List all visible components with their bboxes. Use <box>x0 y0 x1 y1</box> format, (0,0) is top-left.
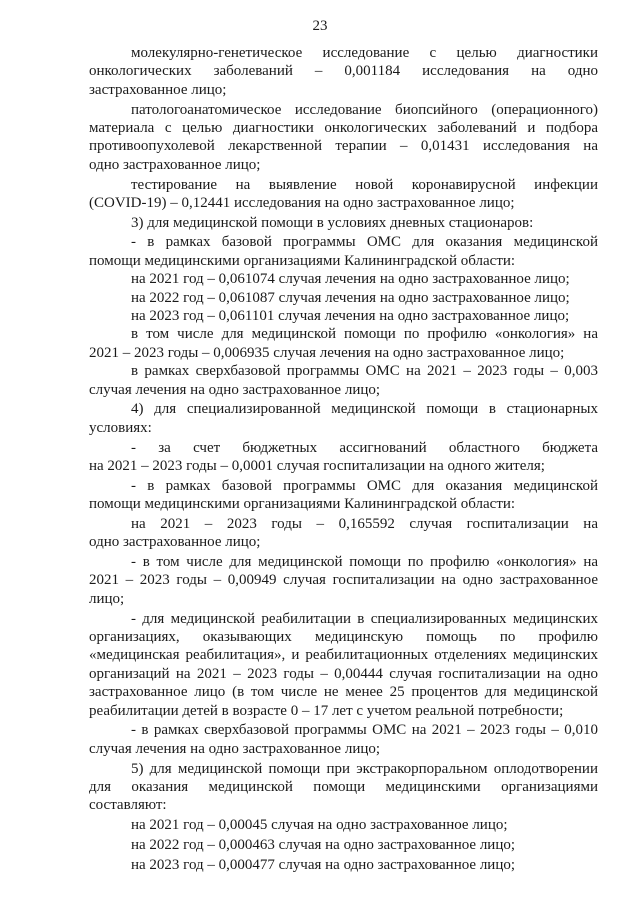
text-line: случая лечения на одно застрахованное лицо; <box>89 740 381 757</box>
text-line: - в рамках базовой программы ОМС для оказания медицинской <box>131 234 598 251</box>
text-line: - за счет бюджетных ассигнований областного бюджета <box>131 439 598 456</box>
text-line: на 2021 – 2023 годы – 0,165592 случая госпитализации на <box>131 515 598 532</box>
text-line: на 2021 – 2023 годы – 0,0001 случая госпитализации на одного жителя; <box>89 457 545 474</box>
text-line: одно застрахованное лицо; <box>89 156 261 173</box>
text-line: помощи медицинскими организациями Калининградской области: <box>89 252 516 269</box>
text-line: на 2021 год – 0,061074 случая лечения на одно застрахованное лицо; <box>131 271 570 288</box>
text-line: застрахованное лицо (в том числе не менее 25 процентов для медицинской <box>89 684 598 701</box>
text-line: - в том числе для медицинской помощи по профилю «онкология» на <box>131 554 598 571</box>
text-line: застрахованное лицо; <box>89 81 227 98</box>
text-line: одно застрахованное лицо; <box>89 534 261 551</box>
text-line: на 2023 год – 0,061101 случая лечения на одно застрахованное лицо; <box>131 308 570 325</box>
text-line: 5) для медицинской помощи при экстракорпоральном оплодотворении <box>131 760 598 777</box>
text-line: в том числе для медицинской помощи по профилю «онкология» на <box>131 326 598 343</box>
text-line: «медицинская реабилитация», и реабилитационных отделениях медицинских <box>89 647 598 664</box>
text-line: помощи медицинскими организациями Калининградской области: <box>89 496 516 513</box>
document-body <box>89 44 598 874</box>
text-line: - в рамках базовой программы ОМС для оказания медицинской <box>131 477 598 494</box>
text-line: в рамках сверхбазовой программы ОМС на 2021 – 2023 годы – 0,003 <box>131 363 598 380</box>
text-line: на 2021 год – 0,00045 случая на одно застрахованное лицо; <box>131 817 508 834</box>
text-line: на 2022 год – 0,000463 случая на одно застрахованное лицо; <box>131 836 516 853</box>
text-line: организациях, оказывающих медицинскую помощь по профилю <box>89 629 598 646</box>
text-line: 2021 – 2023 годы – 0,006935 случая лечения на одно застрахованное лицо; <box>89 344 565 361</box>
text-line: лицо; <box>89 590 125 607</box>
text-line: составляют: <box>89 797 167 814</box>
text-line: онкологических заболеваний – 0,001184 исследования на одно <box>89 63 598 80</box>
text-line: 2021 – 2023 годы – 0,00949 случая госпитализации на одно застрахованное <box>89 572 598 589</box>
text-line: (COVID-19) – 0,12441 исследования на одно застрахованное лицо; <box>89 194 515 211</box>
text-line: случая лечения на одно застрахованное лицо; <box>89 381 381 398</box>
text-line: - в рамках сверхбазовой программы ОМС на 2021 – 2023 годы – 0,010 <box>131 722 598 739</box>
text-line: 3) для медицинской помощи в условиях дневных стационаров: <box>131 214 534 231</box>
text-line: материала с целью диагностики онкологических заболеваний и подбора <box>89 119 598 136</box>
text-line: - для медицинской реабилитации в специализированных медицинских <box>131 610 598 627</box>
text-line: условиях: <box>89 419 152 436</box>
text-line: молекулярно-генетическое исследование с целью диагностики <box>131 45 598 61</box>
text-line: организаций на 2021 – 2023 годы – 0,00444 случая госпитализации на одно <box>89 665 598 682</box>
text-line: на 2023 год – 0,000477 случая на одно застрахованное лицо; <box>131 856 516 873</box>
text-line: реабилитации детей в возрасте 0 – 17 лет с учетом реальной потребности; <box>89 702 564 719</box>
text-line: тестирование на выявление новой коронавирусной инфекции <box>131 176 598 193</box>
text-line: 4) для специализированной медицинской помощи в стационарных <box>131 401 598 418</box>
text-line: для оказания медицинской помощи медицинскими организациями <box>89 778 598 795</box>
text-line: противоопухолевой лекарственной терапии – 0,01431 исследования на <box>89 138 598 155</box>
text-line: на 2022 год – 0,061087 случая лечения на одно застрахованное лицо; <box>131 289 570 306</box>
page-number: 23 <box>312 18 328 34</box>
text-line: патологоанатомическое исследование биопсийного (операционного) <box>131 101 598 118</box>
